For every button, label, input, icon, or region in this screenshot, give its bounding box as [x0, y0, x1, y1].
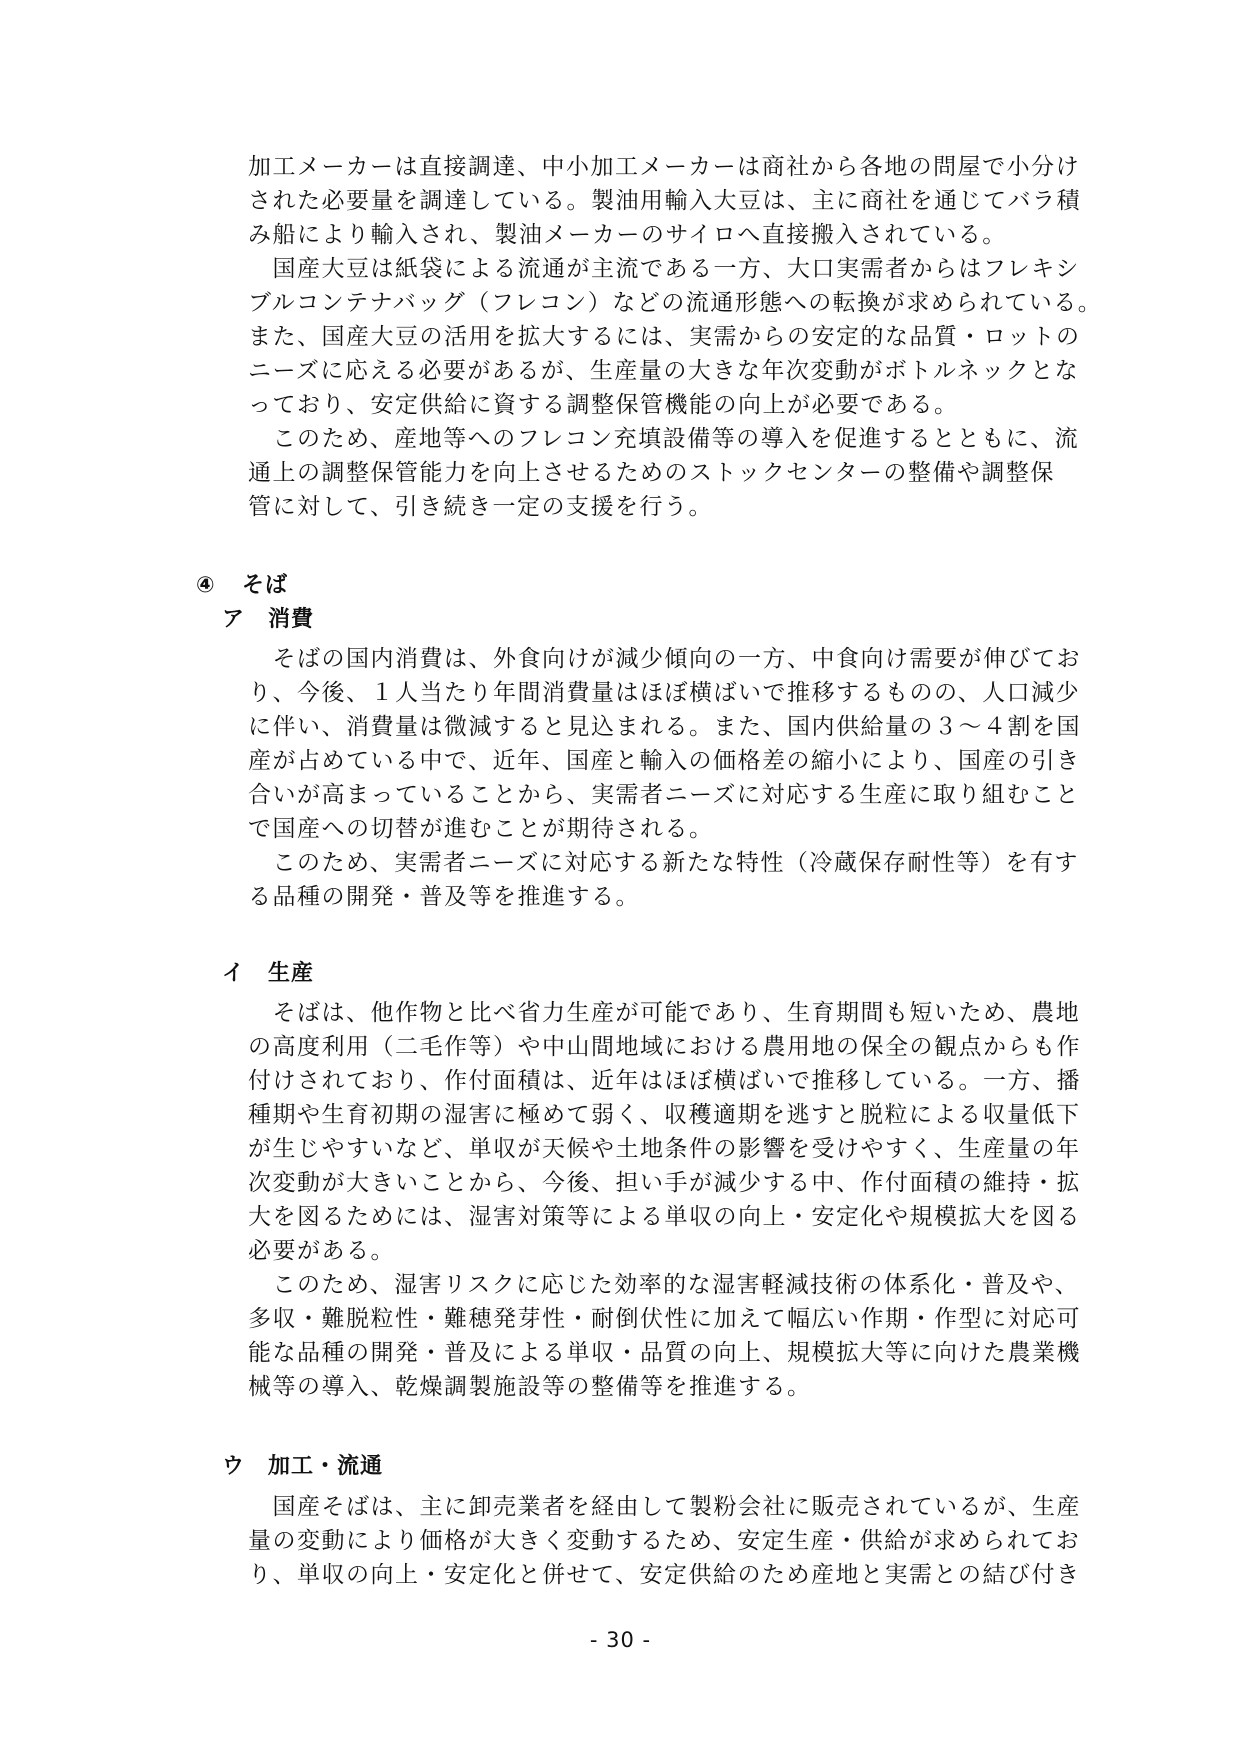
text-line: ニーズに応える必要があるが、生産量の大きな年次変動がボトルネックとな	[248, 358, 1080, 384]
subsection-title: 消費	[268, 607, 315, 632]
text-line: 付けされており、作付面積は、近年はほぼ横ばいで推移している。一方、播	[248, 1068, 1081, 1094]
text-line: 国産そばは、主に卸売業者を経由して製粉会社に販売されているが、生産	[248, 1494, 1081, 1520]
subsection-title: 加工・流通	[268, 1454, 384, 1479]
subsection-heading-processing	[222, 1452, 383, 1482]
text-line: 通上の調整保管能力を向上させるためのストックセンターの整備や調整保	[248, 460, 1055, 486]
text-line: 必要がある。	[248, 1238, 395, 1264]
text-line: 国産大豆は紙袋による流通が主流である一方、大口実需者からはフレキシ	[248, 256, 1080, 282]
text-line: このため、産地等へのフレコン充填設備等の導入を促進するとともに、流	[248, 426, 1080, 452]
text-line: 量の変動により価格が大きく変動するため、安定生産・供給が求められてお	[248, 1528, 1081, 1554]
text-line: された必要量を調達している。製油用輸入大豆は、主に商社を通じてバラ積	[248, 188, 1081, 214]
text-line: の高度利用（二毛作等）や中山間地域における農用地の保全の観点からも作	[248, 1034, 1081, 1060]
subsection-mark: イ	[222, 961, 246, 986]
text-line: り、今後、１人当たり年間消費量はほぼ横ばいで推移するものの、人口減少	[248, 680, 1081, 706]
text-line: このため、実需者ニーズに対応する新たな特性（冷蔵保存耐性等）を有す	[248, 850, 1079, 876]
text-line: 加工メーカーは直接調達、中小加工メーカーは商社から各地の問屋で小分け	[248, 154, 1081, 180]
text-line: 多収・難脱粒性・難穂発芽性・耐倒伏性に加えて幅広い作期・作型に対応可	[248, 1306, 1081, 1332]
text-line: る品種の開発・普及等を推進する。	[248, 884, 640, 910]
text-line: このため、湿害リスクに応じた効率的な湿害軽減技術の体系化・普及や、	[248, 1272, 1080, 1298]
text-line: で国産への切替が進むことが期待される。	[248, 816, 714, 842]
subsection-title: 生産	[268, 961, 315, 986]
subsection-mark: ア	[222, 607, 246, 632]
text-line: そばは、他作物と比べ省力生産が可能であり、生育期間も短いため、農地	[248, 1000, 1081, 1026]
text-line: 械等の導入、乾燥調製施設等の整備等を推進する。	[248, 1374, 812, 1400]
text-line: 産が占めている中で、近年、国産と輸入の価格差の縮小により、国産の引き	[248, 748, 1081, 774]
text-line: 次変動が大きいことから、今後、担い手が減少する中、作付面積の維持・拡	[248, 1170, 1081, 1196]
text-line: が生じやすいなど、単収が天候や土地条件の影響を受けやすく、生産量の年	[248, 1136, 1081, 1162]
section-heading	[196, 571, 288, 601]
text-line: 大を図るためには、湿害対策等による単収の向上・安定化や規模拡大を図る	[248, 1204, 1081, 1230]
text-line: っており、安定供給に資する調整保管機能の向上が必要である。	[248, 392, 959, 418]
text-line: り、単収の向上・安定化と併せて、安定供給のため産地と実需との結び付き	[248, 1562, 1081, 1588]
section-title: そば	[242, 573, 289, 598]
text-line: 能な品種の開発・普及による単収・品質の向上、規模拡大等に向けた農業機	[248, 1340, 1081, 1366]
subsection-heading-production	[222, 959, 314, 989]
section-number: ④	[196, 573, 216, 598]
text-line: 合いが高まっていることから、実需者ニーズに対応する生産に取り組むこと	[248, 782, 1080, 808]
text-line: また、国産大豆の活用を拡大するには、実需からの安定的な品質・ロットの	[248, 324, 1081, 350]
text-line: 種期や生育初期の湿害に極めて弱く、収穫適期を逃すと脱粒による収量低下	[248, 1102, 1081, 1128]
subsection-mark: ウ	[222, 1454, 246, 1479]
subsection-heading-consumption	[222, 605, 314, 635]
text-line: み船により輸入され、製油メーカーのサイロへ直接搬入されている。	[248, 222, 1007, 248]
text-line: ブルコンテナバッグ（フレコン）などの流通形態への転換が求められている。	[248, 290, 1103, 316]
page-number: - 30 -	[589, 1628, 652, 1652]
text-line: に伴い、消費量は微減すると見込まれる。また、国内供給量の３～４割を国	[248, 714, 1081, 740]
text-line: 管に対して、引き続き一定の支援を行う。	[248, 494, 714, 520]
text-line: そばの国内消費は、外食向けが減少傾向の一方、中食向け需要が伸びてお	[248, 646, 1081, 672]
